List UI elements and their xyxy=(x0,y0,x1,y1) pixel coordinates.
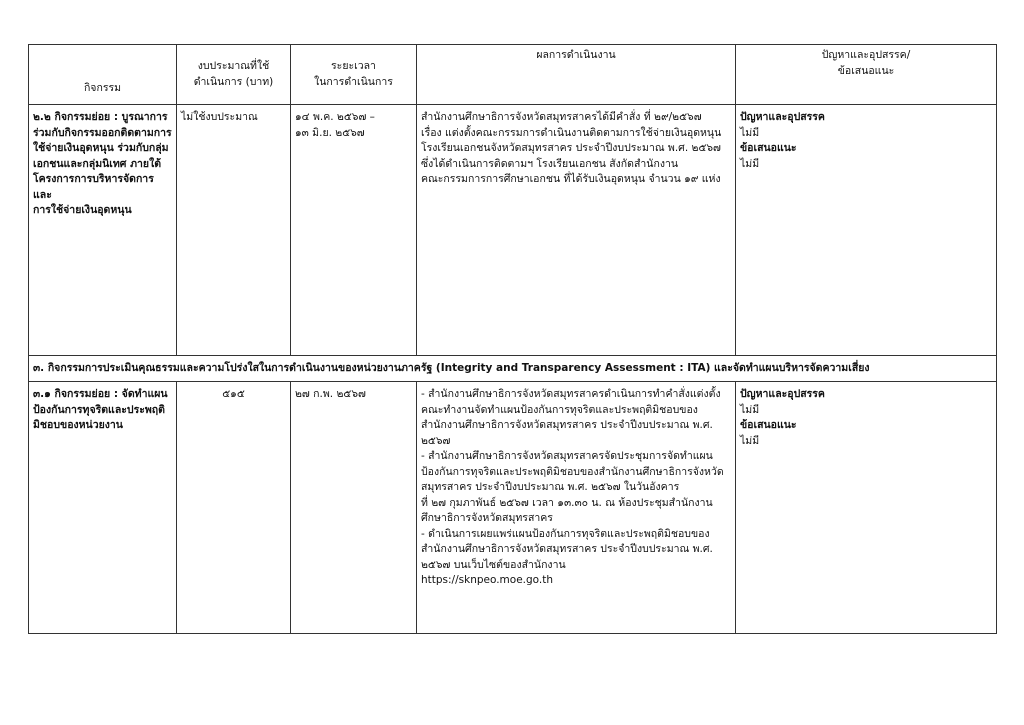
header-results: ผลการดำเนินงาน xyxy=(417,45,736,105)
period-cell: ๑๔ พ.ค. ๒๕๖๗ – ๑๓ มิ.ย. ๒๕๖๗ xyxy=(291,105,417,356)
header-problems: ปัญหาและอุปสรรค/ ข้อเสนอแนะ xyxy=(736,45,997,105)
activity-cell: ๒.๒ กิจกรรมย่อย : บูรณาการ ร่วมกับกิจกรรมออกติดตามการ ใช้จ่ายเงินอุดหนุน ร่วมกับกลุ่ม เอกชนและกลุ่มนิเทศ ภายใต้ โครงการการบริหารจัดการและ การใช้จ่ายเงินอุดหนุน xyxy=(29,105,177,356)
header-period: ระยะเวลา ในการดำเนินการ xyxy=(291,45,417,105)
budget-cell: ๕๑๕ xyxy=(177,382,291,634)
results-cell: สำนักงานศึกษาธิการจังหวัดสมุทรสาครได้มีคำสั่ง ที่ ๒๙/๒๕๖๗ เรื่อง แต่งตั้งคณะกรรมการดำเนินงานติดตามการใช้จ่ายเงินอุดหนุน โรงเรียนเอกชนจังหวัดสมุทรสาคร ประจำปีงบประมาณ พ.ศ. ๒๕๖๗ ซึ่งได้ดำเนินการติดตามฯ โรงเรียนเอกชน สังกัดสำนักงาน คณะกรรมการการศึกษาเอกชน ที่ได้รับเงินอุดหนุน จำนวน ๑๙ แห่ง xyxy=(417,105,736,356)
activity-report-table xyxy=(28,44,997,634)
problems-cell: ปัญหาและอุปสรรค ไม่มี ข้อเสนอแนะ ไม่มี xyxy=(736,105,997,356)
section-3-heading: ๓. กิจกรรมการประเมินคุณธรรมและความโปร่งใสในการดำเนินงานของหน่วยงานภาครัฐ (Integrity and Transparency Assessment : ITA) และจัดทำแผนบริหารจัดความเสี่ยง xyxy=(29,356,997,382)
budget-cell: ไม่ใช้งบประมาณ xyxy=(177,105,291,356)
header-budget: งบประมาณที่ใช้ ดำเนินการ (บาท) xyxy=(177,45,291,105)
table-row xyxy=(29,105,997,356)
section-heading-row xyxy=(29,356,997,382)
header-activity: กิจกรรม xyxy=(29,45,177,105)
period-cell: ๒๗ ก.พ. ๒๕๖๗ xyxy=(291,382,417,634)
activity-cell: ๓.๑ กิจกรรมย่อย : จัดทำแผน ป้องกันการทุจริตและประพฤติ มิชอบของหน่วยงาน xyxy=(29,382,177,634)
table-header-row xyxy=(29,45,997,105)
website-link[interactable]: https://sknpeo.moe.go.th xyxy=(421,574,554,586)
problems-cell: ปัญหาและอุปสรรค ไม่มี ข้อเสนอแนะ ไม่มี xyxy=(736,382,997,634)
table-row xyxy=(29,382,997,634)
results-cell: - สำนักงานศึกษาธิการจังหวัดสมุทรสาครดำเนินการทำคำสั่งแต่งตั้ง คณะทำงานจัดทำแผนป้องกันการทุจริตและประพฤติมิชอบของ สำนักงานศึกษาธิการจังหวัดสมุทรสาคร ประจำปีงบประมาณ พ.ศ. ๒๕๖๗ - สำนักงานศึกษาธิการจังหวัดสมุทรสาครจัดประชุมการจัดทำแผน ป้องกันการทุจริตและประพฤติมิชอบของสำนักงานศึกษาธิการจังหวัด สมุทรสาคร ประจำปีงบประมาณ พ.ศ. ๒๕๖๗ ในวันอังคาร ที่ ๒๗ กุมภาพันธ์ ๒๕๖๗ เวลา ๑๓.๓๐ น. ณ ห้องประชุมสำนักงาน ศึกษาธิการจังหวัดสมุทรสาคร - ดำเนินการเผยแพร่แผนป้องกันการทุจริตและประพฤติมิชอบของ สำนักงานศึกษาธิการจังหวัดสมุทรสาคร ประจำปีงบประมาณ พ.ศ. ๒๕๖๗ บนเว็บไซต์ของสำนักงาน https://sknpeo.moe.go.th xyxy=(417,382,736,634)
